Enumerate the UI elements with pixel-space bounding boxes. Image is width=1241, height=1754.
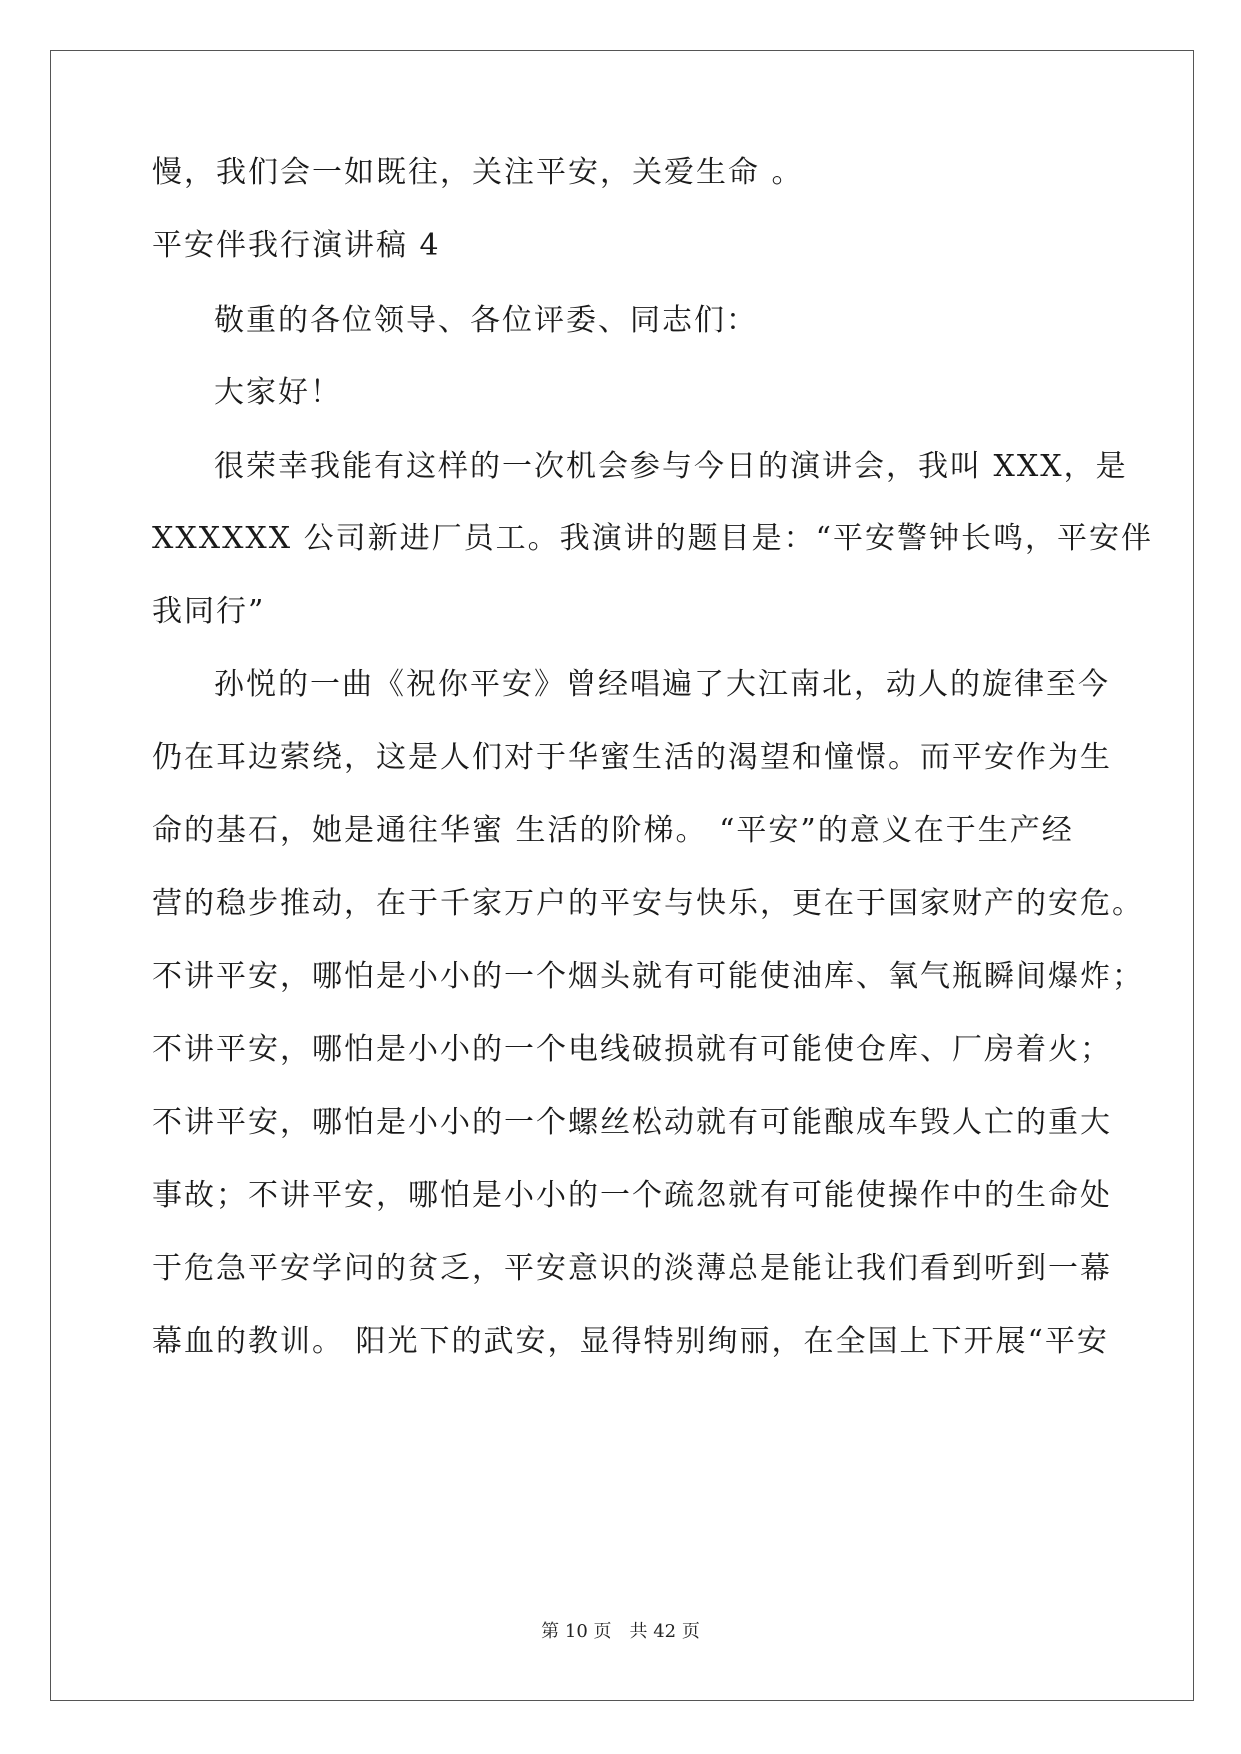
paragraph-2-line-4: 营的稳步推动，在于千家万户的平安与快乐，更在于国家财产的安危。 <box>152 886 1144 921</box>
paragraph-2-line-10: 幕血的教训。 阳光下的武安，显得特别绚丽，在全国上下开展“平安 <box>152 1324 1109 1359</box>
paragraph-2-line-7: 不讲平安，哪怕是小小的一个螺丝松动就有可能酿成车毁人亡的重大 <box>152 1105 1112 1140</box>
paragraph-2-line-8: 事故；不讲平安，哪怕是小小的一个疏忽就有可能使操作中的生命处 <box>152 1178 1112 1213</box>
paragraph-1-line-2: XXXXXX 公司新进厂员工。我演讲的题目是：“平安警钟长鸣，平安伴 <box>152 521 1154 556</box>
paragraph-2-line-1: 孙悦的一曲《祝你平安》曾经唱遍了大江南北，动人的旋律至今 <box>214 667 1110 702</box>
page-number-footer: 第 10 页 共 42 页 <box>541 1621 700 1642</box>
paragraph-2-line-5: 不讲平安，哪怕是小小的一个烟头就有可能使油库、氧气瓶瞬间爆炸； <box>152 959 1144 994</box>
paragraph-2-line-3: 命的基石，她是通往华蜜 生活的阶梯。 “平安”的意义在于生产经 <box>152 813 1074 848</box>
greeting-line: 大家好！ <box>214 375 342 410</box>
salutation-line: 敬重的各位领导、各位评委、同志们： <box>214 303 758 338</box>
page-border <box>50 50 1194 1701</box>
body-line-1: 慢，我们会一如既往，关注平安，关爱生命 。 <box>152 155 804 190</box>
paragraph-1-line-1: 很荣幸我能有这样的一次机会参与今日的演讲会，我叫 XXX，是 <box>214 449 1128 484</box>
paragraph-2-line-6: 不讲平安，哪怕是小小的一个电线破损就有可能使仓库、厂房着火； <box>152 1032 1112 1067</box>
paragraph-2-line-9: 于危急平安学问的贫乏，平安意识的淡薄总是能让我们看到听到一幕 <box>152 1251 1112 1286</box>
paragraph-2-line-2: 仍在耳边萦绕，这是人们对于华蜜生活的渴望和憧憬。而平安作为生 <box>152 740 1112 775</box>
section-heading: 平安伴我行演讲稿 4 <box>152 228 441 263</box>
paragraph-1-line-3: 我同行” <box>152 594 266 629</box>
